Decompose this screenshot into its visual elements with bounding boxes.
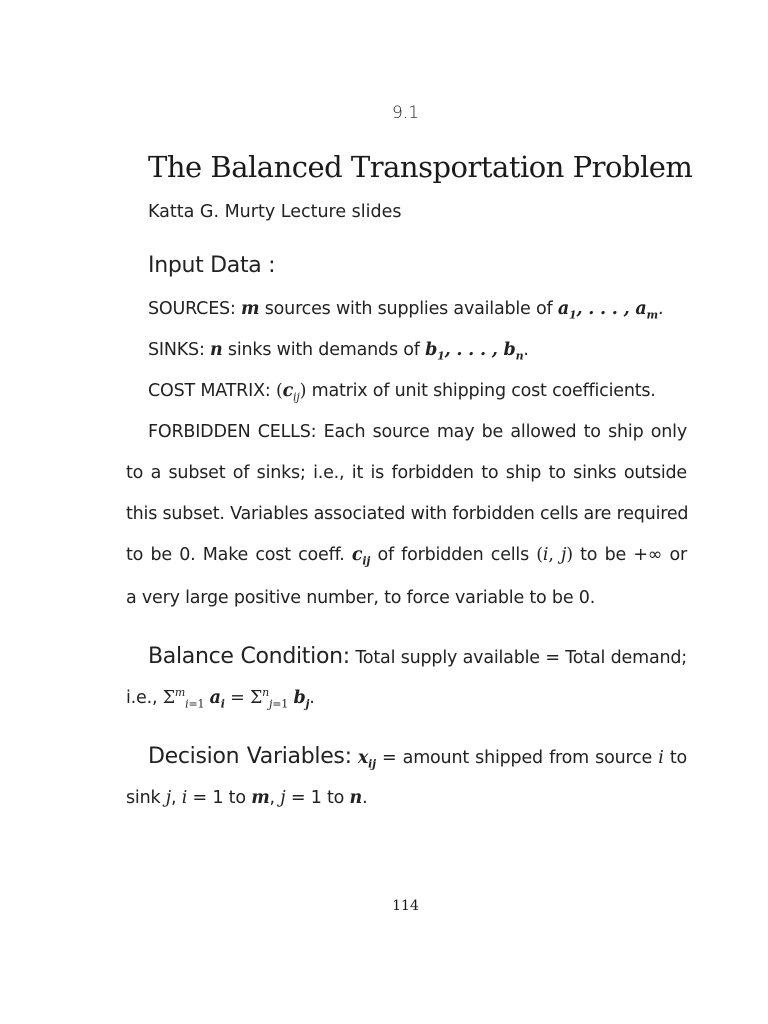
math-n: n	[210, 340, 223, 360]
math-j-range: j	[280, 788, 286, 808]
balance-line-1	[148, 644, 687, 669]
sinks-line: SINKS: n sinks with demands of $b_1$, . . . , $b_n$.	[148, 340, 529, 363]
decision-text-a: = amount shipped from source	[382, 748, 653, 768]
balance-prefix: i.e.,	[126, 688, 158, 708]
decision-line-1	[148, 744, 687, 769]
math-xij: $x_{ij}$	[357, 748, 376, 771]
decision-line-2: sink j, i = 1 to m, j = 1 to n.	[126, 788, 368, 808]
balance-line-2: i.e., $\Sigma^m_{i=1}$ $a_i = \Sigma^n_{j=1}$ $b_j$.	[126, 686, 315, 711]
forbidden-text-4c: to be +∞ or	[580, 545, 687, 565]
math-cij: $(c_{ij})$	[275, 381, 307, 404]
math-cij-inline: $c_{ij}$	[351, 545, 371, 568]
math-b-list: $b_1$, . . . , $b_n$	[425, 340, 524, 363]
math-m-range: m	[251, 788, 270, 808]
decision-heading: Decision Variables:	[148, 744, 352, 769]
decision-line2-b: = 1 to	[192, 788, 246, 808]
math-n-range: n	[349, 788, 363, 808]
page-number: 114	[392, 898, 419, 914]
decision-line2-a: sink	[126, 788, 161, 808]
forbidden-label: FORBIDDEN CELLS:	[148, 422, 317, 442]
cost-matrix-line	[148, 381, 656, 404]
cost-text: matrix of unit shipping cost coefficients.	[311, 381, 656, 401]
input-data-heading: Input Data :	[148, 253, 276, 278]
math-i-range: i	[181, 788, 188, 808]
math-m: m	[241, 299, 260, 319]
forbidden-line-5: a very large positive number, to force variable to be 0.	[126, 588, 596, 608]
math-balance-equation: $\Sigma^m_{i=1}$ $a_i = \Sigma^n_{j=1}$ $b_j$	[162, 686, 310, 711]
slide-number: 9.1	[391, 103, 420, 123]
forbidden-text-4a: to be 0. Make cost coeff.	[126, 545, 345, 565]
forbidden-text-1: Each source may be allowed to ship only	[323, 422, 687, 442]
math-j: j	[165, 788, 172, 808]
decision-line2-c: = 1 to	[290, 788, 345, 808]
balance-heading: Balance Condition:	[148, 644, 350, 669]
forbidden-line-4	[126, 545, 687, 568]
sources-label: SOURCES:	[148, 299, 236, 319]
sources-text: sources with supplies available of	[264, 299, 553, 319]
forbidden-text-4b: of forbidden cells	[377, 545, 529, 565]
author-line: Katta G. Murty Lecture slides	[148, 202, 402, 222]
forbidden-line-3: this subset. Variables associated with forbidden cells are required	[126, 504, 689, 524]
page-title: The Balanced Transportation Problem	[148, 150, 693, 184]
sinks-label: SINKS:	[148, 340, 205, 360]
forbidden-line-1	[148, 422, 687, 442]
balance-text: Total supply available = Total demand;	[355, 648, 687, 668]
math-ij-pair: (i, j)	[536, 545, 573, 565]
forbidden-line-2: to a subset of sinks; i.e., it is forbidden to ship to sinks outside	[126, 463, 687, 483]
sources-line: SOURCES: m sources with supplies available of $a_1$, . . . , $a_m$.	[148, 299, 664, 322]
decision-text-b: to	[669, 748, 687, 768]
math-i: i	[658, 748, 664, 768]
cost-label: COST MATRIX:	[148, 381, 271, 401]
math-a-list: $a_1$, . . . , $a_m$	[557, 299, 658, 322]
sinks-text: sinks with demands of	[227, 340, 420, 360]
